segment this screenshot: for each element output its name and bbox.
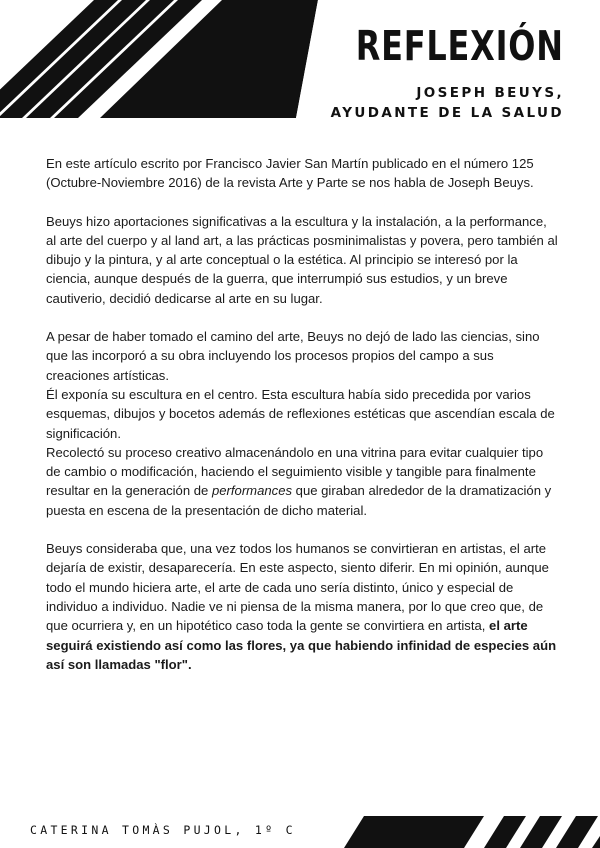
opinion-text: Beuys consideraba que, una vez todos los humanos se convirtieran en artistas, el arte dejaría de existir, desaparecería. En este aspecto, siento diferir. En mi opinión, aunque todo el mundo hiciera arte, el arte de cada uno sería distinto, único y especial de individuo a individuo. Nadie ve ni piensa de la misma manera, por lo que creo que, de que ocurriera y, en un hipotético caso toda la gente se convirtiera en artista, — [46, 541, 549, 634]
paragraph-science: A pesar de haber tomado el camino del arte, Beuys no dejó de lado las ciencias, sino que las incorporó a su obra incluyendo los procesos propios del campo a sus creaciones artísticas. — [46, 329, 540, 383]
subtitle-line-1: JOSEPH BEUYS, — [416, 85, 564, 101]
paragraph-sculpture: Él exponía su escultura en el centro. Esta escultura había sido precedida por varios esquemas, dibujos y bocetos además de reflexiones estéticas que ascendían escala de significación. — [46, 386, 555, 441]
page-subtitle — [331, 83, 564, 123]
paragraph-background: Beuys hizo aportaciones significativas a la escultura y la instalación, a la performance, al arte del cuerpo y al land art, a las prácticas posminimalistas y povera, pero también al dibujo y la pintura, y al arte conceptual o la estética. Al principio se interesó por la ciencia, aunque después de la guerra, que interrumpió sus estudios, y un breve cautiverio, decidió dedicarse al arte en su lugar. — [46, 213, 558, 306]
opinion-conclusion: el arte seguirá existiendo así como las flores, ya que habiendo infinidad de especies aún así son llamadas "flor". — [46, 618, 557, 672]
process-text-start: Recolectó su proceso creativo almacenándolo en una vitrina para evitar cualquier tipo de cambio o modificación, haciendo el seguimiento visible y tangible para finalmente resultar en la generación de — [46, 444, 544, 499]
subtitle-line-2: AYUDANTE DE LA SALUD — [330, 105, 564, 121]
paragraph-process — [46, 443, 558, 520]
striped-header-decoration — [0, 0, 320, 120]
paragraph-intro: En este artículo escrito por Francisco Javier San Martín publicado en el número 125 (Octubre-Noviembre 2016) de la revista Arte y Parte se nos habla de Joseph Beuys. — [46, 156, 534, 191]
striped-footer-decoration — [344, 816, 600, 848]
author-footer: CATERINA TOMÀS PUJOL, 1º C — [30, 823, 296, 837]
page-title: REFLEXIÓN — [355, 22, 564, 70]
performances-term: performances — [211, 483, 293, 499]
paragraph-opinion — [46, 539, 558, 674]
process-text-end: que giraban alrededor de la dramatización y puesta en escena de la presentación de dicho material. — [46, 483, 552, 518]
article-body — [46, 154, 558, 693]
